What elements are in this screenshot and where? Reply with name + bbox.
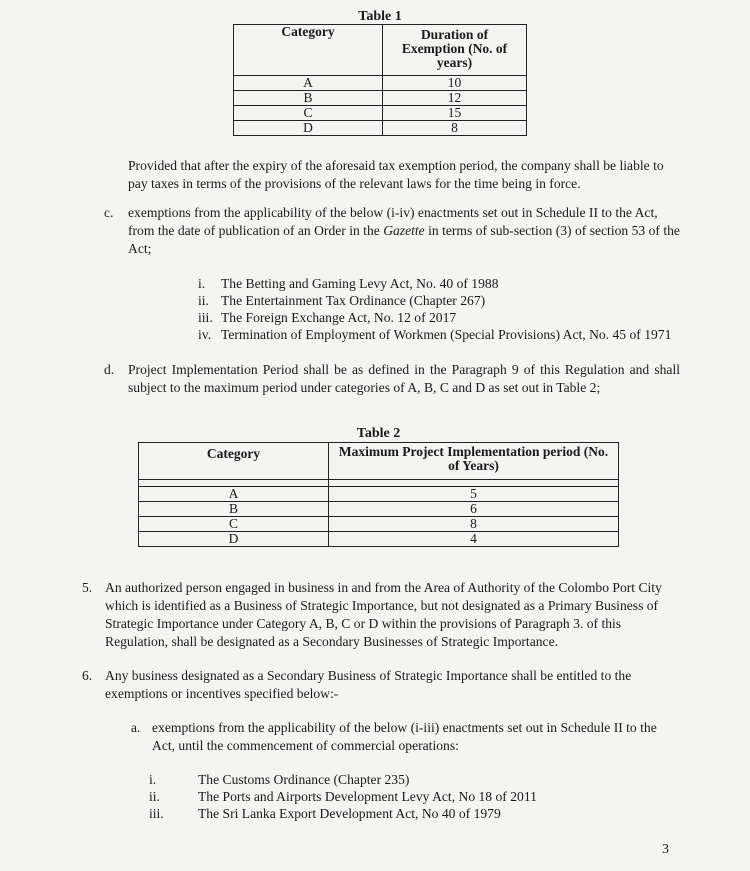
item-c-text-start: exemptions from the applicability of the below (i-iv) enactments set out in Schedule II to the Act, from the date of publication of an Order in the	[128, 205, 658, 238]
item-c-list-marker-4: iv.	[198, 327, 212, 342]
table-cell: D	[139, 532, 329, 547]
table-cell: C	[234, 106, 383, 121]
item-c-list-text-4: Termination of Employment of Workmen (Special Provisions) Act, No. 45 of 1971	[221, 327, 672, 342]
para6-list-marker-1: i.	[149, 772, 157, 787]
table-cell: B	[139, 502, 329, 517]
para5-marker: 5.	[82, 580, 93, 595]
table1-header-category: Category	[234, 25, 383, 76]
para6-marker: 6.	[82, 668, 93, 683]
table-cell: 5	[329, 487, 619, 502]
item-d-marker: d.	[104, 362, 115, 377]
table-cell: 4	[329, 532, 619, 547]
para6-item-a-text: exemptions from the applicability of the below (i-iii) enactments set out in Schedule II to the Act, until the commencement of commercial operations:	[152, 720, 657, 753]
item-c-marker: c.	[104, 205, 114, 220]
table-cell: 10	[383, 76, 527, 91]
para6-list-text-2: The Ports and Airports Development Levy Act, No 18 of 2011	[198, 789, 537, 804]
gazette-italic: Gazette	[383, 223, 425, 238]
table1-header-duration: Duration of Exemption (No. of years)	[383, 25, 527, 76]
para6-list-marker-3: iii.	[149, 806, 164, 821]
item-c-list-marker-3: iii.	[198, 310, 213, 325]
item-d-text: Project Implementation Period shall be as defined in the Paragraph 9 of this Regulation and shall subject to the maximum period under categories of A, B, C and D as set out in Table 2;	[128, 362, 680, 395]
item-c-list-marker-2: ii.	[198, 293, 209, 308]
table-cell: B	[234, 91, 383, 106]
table-cell: A	[139, 487, 329, 502]
para6-text: Any business designated as a Secondary Business of Strategic Importance shall be entitled to the exemptions or incentives specified below:-	[105, 668, 632, 701]
table-cell: D	[234, 121, 383, 136]
table2-header-category: Category	[139, 443, 329, 480]
item-c-text-end: in terms of sub-section (3) of section 53 of the Act;	[128, 223, 680, 256]
table-cell: 8	[383, 121, 527, 136]
item-c-list-text-2: The Entertainment Tax Ordinance (Chapter 267)	[221, 293, 486, 308]
table-cell: 12	[383, 91, 527, 106]
table-cell: A	[234, 76, 383, 91]
table-cell: C	[139, 517, 329, 532]
table2-header-period: Maximum Project Implementation period (No. of Years)	[329, 443, 619, 480]
proviso-paragraph: Provided that after the expiry of the aforesaid tax exemption period, the company shall be liable to pay taxes in terms of the provisions of the relevant laws for the time being in force.	[128, 158, 664, 191]
para5-text: An authorized person engaged in business in and from the Area of Authority of the Colombo Port City which is identified as a Business of Strategic Importance, but not designated as a Primary Business of Strategic Importance under Category A, B, C or D within the provisions of Paragraph 3. of this Regulation, shall be designated as a Secondary Businesses of Strategic Importance.	[105, 580, 662, 649]
table2	[138, 442, 619, 547]
page-number: 3	[662, 842, 669, 857]
para6-list-text-3: The Sri Lanka Export Development Act, No 40 of 1979	[198, 806, 501, 821]
table-cell: 8	[329, 517, 619, 532]
table2-caption: Table 2	[356, 426, 401, 441]
item-c-text	[128, 204, 680, 258]
para6-item-a-marker: a.	[131, 720, 141, 735]
item-c-list-text-1: The Betting and Gaming Levy Act, No. 40 of 1988	[221, 276, 499, 291]
para6-list-marker-2: ii.	[149, 789, 160, 804]
para6-list-text-1: The Customs Ordinance (Chapter 235)	[198, 772, 410, 787]
item-c-list-marker-1: i.	[198, 276, 206, 291]
item-c-list-text-3: The Foreign Exchange Act, No. 12 of 2017	[221, 310, 457, 325]
table-cell: 6	[329, 502, 619, 517]
table1	[233, 24, 527, 136]
table1-caption: Table 1	[358, 9, 402, 24]
table-cell: 15	[383, 106, 527, 121]
